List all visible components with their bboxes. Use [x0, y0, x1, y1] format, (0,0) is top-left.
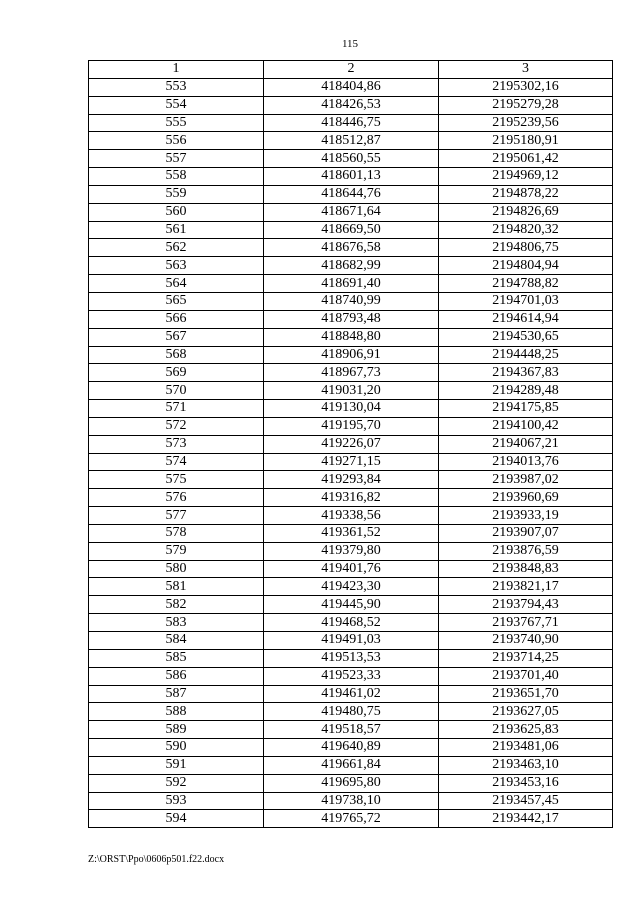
- point-number-cell: 556: [89, 132, 264, 150]
- y-coordinate-cell: 2194820,32: [439, 221, 613, 239]
- x-coordinate-cell: 418967,73: [264, 364, 439, 382]
- table-row: [89, 346, 613, 364]
- table-row: [89, 382, 613, 400]
- table-row: [89, 756, 613, 774]
- point-number-cell: 583: [89, 614, 264, 632]
- table-row: [89, 257, 613, 275]
- point-number-cell: 560: [89, 203, 264, 221]
- x-coordinate-cell: 419738,10: [264, 792, 439, 810]
- x-coordinate-cell: 419031,20: [264, 382, 439, 400]
- y-coordinate-cell: 2193463,10: [439, 756, 613, 774]
- table-row: [89, 239, 613, 257]
- x-coordinate-cell: 419445,90: [264, 596, 439, 614]
- x-coordinate-cell: 419361,52: [264, 524, 439, 542]
- point-number-cell: 584: [89, 632, 264, 650]
- point-number-cell: 590: [89, 739, 264, 757]
- y-coordinate-cell: 2193960,69: [439, 489, 613, 507]
- y-coordinate-cell: 2194289,48: [439, 382, 613, 400]
- y-coordinate-cell: 2195061,42: [439, 150, 613, 168]
- table-row: [89, 739, 613, 757]
- y-coordinate-cell: 2193651,70: [439, 685, 613, 703]
- point-number-cell: 558: [89, 168, 264, 186]
- x-coordinate-cell: 418793,48: [264, 310, 439, 328]
- table-header-row: [89, 61, 613, 79]
- x-coordinate-cell: 419226,07: [264, 435, 439, 453]
- table-row: [89, 471, 613, 489]
- x-coordinate-cell: 418446,75: [264, 114, 439, 132]
- table-body: [89, 78, 613, 827]
- point-number-cell: 585: [89, 649, 264, 667]
- point-number-cell: 591: [89, 756, 264, 774]
- table-row: [89, 364, 613, 382]
- point-number-cell: 581: [89, 578, 264, 596]
- point-number-cell: 573: [89, 435, 264, 453]
- x-coordinate-cell: 419523,33: [264, 667, 439, 685]
- point-number-cell: 562: [89, 239, 264, 257]
- y-coordinate-cell: 2193627,05: [439, 703, 613, 721]
- y-coordinate-cell: 2194701,03: [439, 292, 613, 310]
- x-coordinate-cell: 418669,50: [264, 221, 439, 239]
- y-coordinate-cell: 2193625,83: [439, 721, 613, 739]
- table-row: [89, 489, 613, 507]
- table-row: [89, 542, 613, 560]
- x-coordinate-cell: 419491,03: [264, 632, 439, 650]
- x-coordinate-cell: 418512,87: [264, 132, 439, 150]
- point-number-cell: 587: [89, 685, 264, 703]
- table-row: [89, 114, 613, 132]
- x-coordinate-cell: 418671,64: [264, 203, 439, 221]
- y-coordinate-cell: 2193876,59: [439, 542, 613, 560]
- y-coordinate-cell: 2194175,85: [439, 400, 613, 418]
- x-coordinate-cell: 419513,53: [264, 649, 439, 667]
- table-row: [89, 703, 613, 721]
- table-row: [89, 132, 613, 150]
- point-number-cell: 582: [89, 596, 264, 614]
- page-number: 115: [341, 38, 359, 50]
- point-number-cell: 553: [89, 78, 264, 96]
- x-coordinate-cell: 419518,57: [264, 721, 439, 739]
- x-coordinate-cell: 419316,82: [264, 489, 439, 507]
- point-number-cell: 578: [89, 524, 264, 542]
- table-row: [89, 221, 613, 239]
- point-number-cell: 572: [89, 417, 264, 435]
- column-header-2: 2: [264, 61, 439, 79]
- y-coordinate-cell: 2194614,94: [439, 310, 613, 328]
- point-number-cell: 589: [89, 721, 264, 739]
- table-row: [89, 524, 613, 542]
- x-coordinate-cell: 419130,04: [264, 400, 439, 418]
- point-number-cell: 577: [89, 507, 264, 525]
- table-row: [89, 649, 613, 667]
- y-coordinate-cell: 2194013,76: [439, 453, 613, 471]
- footer-file-path: Z:\ORST\Ppo\0606p501.f22.docx: [88, 854, 225, 865]
- x-coordinate-cell: 419695,80: [264, 774, 439, 792]
- y-coordinate-cell: 2195302,16: [439, 78, 613, 96]
- table-row: [89, 150, 613, 168]
- y-coordinate-cell: 2193457,45: [439, 792, 613, 810]
- table-row: [89, 328, 613, 346]
- point-number-cell: 559: [89, 185, 264, 203]
- point-number-cell: 566: [89, 310, 264, 328]
- y-coordinate-cell: 2195180,91: [439, 132, 613, 150]
- table-row: [89, 578, 613, 596]
- column-header-1: 1: [89, 61, 264, 79]
- point-number-cell: 554: [89, 96, 264, 114]
- table-row: [89, 203, 613, 221]
- table-row: [89, 721, 613, 739]
- point-number-cell: 586: [89, 667, 264, 685]
- x-coordinate-cell: 419461,02: [264, 685, 439, 703]
- table-row: [89, 96, 613, 114]
- y-coordinate-cell: 2194806,75: [439, 239, 613, 257]
- y-coordinate-cell: 2195239,56: [439, 114, 613, 132]
- y-coordinate-cell: 2193907,07: [439, 524, 613, 542]
- x-coordinate-cell: 418560,55: [264, 150, 439, 168]
- y-coordinate-cell: 2194100,42: [439, 417, 613, 435]
- point-number-cell: 567: [89, 328, 264, 346]
- x-coordinate-cell: 418644,76: [264, 185, 439, 203]
- y-coordinate-cell: 2194448,25: [439, 346, 613, 364]
- point-number-cell: 555: [89, 114, 264, 132]
- y-coordinate-cell: 2194530,65: [439, 328, 613, 346]
- table-row: [89, 453, 613, 471]
- point-number-cell: 580: [89, 560, 264, 578]
- point-number-cell: 576: [89, 489, 264, 507]
- table-row: [89, 632, 613, 650]
- y-coordinate-cell: 2193442,17: [439, 810, 613, 828]
- table-row: [89, 168, 613, 186]
- y-coordinate-cell: 2193453,16: [439, 774, 613, 792]
- point-number-cell: 557: [89, 150, 264, 168]
- point-number-cell: 594: [89, 810, 264, 828]
- table-row: [89, 435, 613, 453]
- table-row: [89, 507, 613, 525]
- table-row: [89, 417, 613, 435]
- y-coordinate-cell: 2194826,69: [439, 203, 613, 221]
- x-coordinate-cell: 418848,80: [264, 328, 439, 346]
- y-coordinate-cell: 2195279,28: [439, 96, 613, 114]
- table-row: [89, 560, 613, 578]
- y-coordinate-cell: 2194878,22: [439, 185, 613, 203]
- x-coordinate-cell: 418740,99: [264, 292, 439, 310]
- x-coordinate-cell: 419293,84: [264, 471, 439, 489]
- point-number-cell: 571: [89, 400, 264, 418]
- table-row: [89, 185, 613, 203]
- y-coordinate-cell: 2193701,40: [439, 667, 613, 685]
- y-coordinate-cell: 2194969,12: [439, 168, 613, 186]
- table-row: [89, 400, 613, 418]
- table-row: [89, 667, 613, 685]
- y-coordinate-cell: 2193821,17: [439, 578, 613, 596]
- table-row: [89, 810, 613, 828]
- table-row: [89, 614, 613, 632]
- point-number-cell: 592: [89, 774, 264, 792]
- x-coordinate-cell: 419271,15: [264, 453, 439, 471]
- y-coordinate-cell: 2194367,83: [439, 364, 613, 382]
- y-coordinate-cell: 2193767,71: [439, 614, 613, 632]
- point-number-cell: 565: [89, 292, 264, 310]
- x-coordinate-cell: 419195,70: [264, 417, 439, 435]
- x-coordinate-cell: 419661,84: [264, 756, 439, 774]
- y-coordinate-cell: 2194788,82: [439, 275, 613, 293]
- x-coordinate-cell: 418601,13: [264, 168, 439, 186]
- x-coordinate-cell: 418404,86: [264, 78, 439, 96]
- y-coordinate-cell: 2193848,83: [439, 560, 613, 578]
- point-number-cell: 588: [89, 703, 264, 721]
- x-coordinate-cell: 419765,72: [264, 810, 439, 828]
- point-number-cell: 564: [89, 275, 264, 293]
- column-header-3: 3: [439, 61, 613, 79]
- point-number-cell: 563: [89, 257, 264, 275]
- y-coordinate-cell: 2193933,19: [439, 507, 613, 525]
- table-row: [89, 292, 613, 310]
- table-row: [89, 275, 613, 293]
- x-coordinate-cell: 419640,89: [264, 739, 439, 757]
- x-coordinate-cell: 419401,76: [264, 560, 439, 578]
- y-coordinate-cell: 2194804,94: [439, 257, 613, 275]
- y-coordinate-cell: 2193714,25: [439, 649, 613, 667]
- y-coordinate-cell: 2193740,90: [439, 632, 613, 650]
- point-number-cell: 579: [89, 542, 264, 560]
- y-coordinate-cell: 2193794,43: [439, 596, 613, 614]
- table-row: [89, 78, 613, 96]
- x-coordinate-cell: 418691,40: [264, 275, 439, 293]
- point-number-cell: 569: [89, 364, 264, 382]
- table-row: [89, 685, 613, 703]
- point-number-cell: 570: [89, 382, 264, 400]
- x-coordinate-cell: 419468,52: [264, 614, 439, 632]
- x-coordinate-cell: 419379,80: [264, 542, 439, 560]
- x-coordinate-cell: 418426,53: [264, 96, 439, 114]
- coordinates-table: [88, 60, 613, 828]
- x-coordinate-cell: 419423,30: [264, 578, 439, 596]
- x-coordinate-cell: 419338,56: [264, 507, 439, 525]
- x-coordinate-cell: 419480,75: [264, 703, 439, 721]
- point-number-cell: 574: [89, 453, 264, 471]
- point-number-cell: 561: [89, 221, 264, 239]
- x-coordinate-cell: 418906,91: [264, 346, 439, 364]
- y-coordinate-cell: 2194067,21: [439, 435, 613, 453]
- x-coordinate-cell: 418682,99: [264, 257, 439, 275]
- table-row: [89, 310, 613, 328]
- table-row: [89, 596, 613, 614]
- point-number-cell: 568: [89, 346, 264, 364]
- point-number-cell: 575: [89, 471, 264, 489]
- point-number-cell: 593: [89, 792, 264, 810]
- table-header: [89, 61, 613, 79]
- y-coordinate-cell: 2193481,06: [439, 739, 613, 757]
- y-coordinate-cell: 2193987,02: [439, 471, 613, 489]
- table-row: [89, 774, 613, 792]
- table-row: [89, 792, 613, 810]
- x-coordinate-cell: 418676,58: [264, 239, 439, 257]
